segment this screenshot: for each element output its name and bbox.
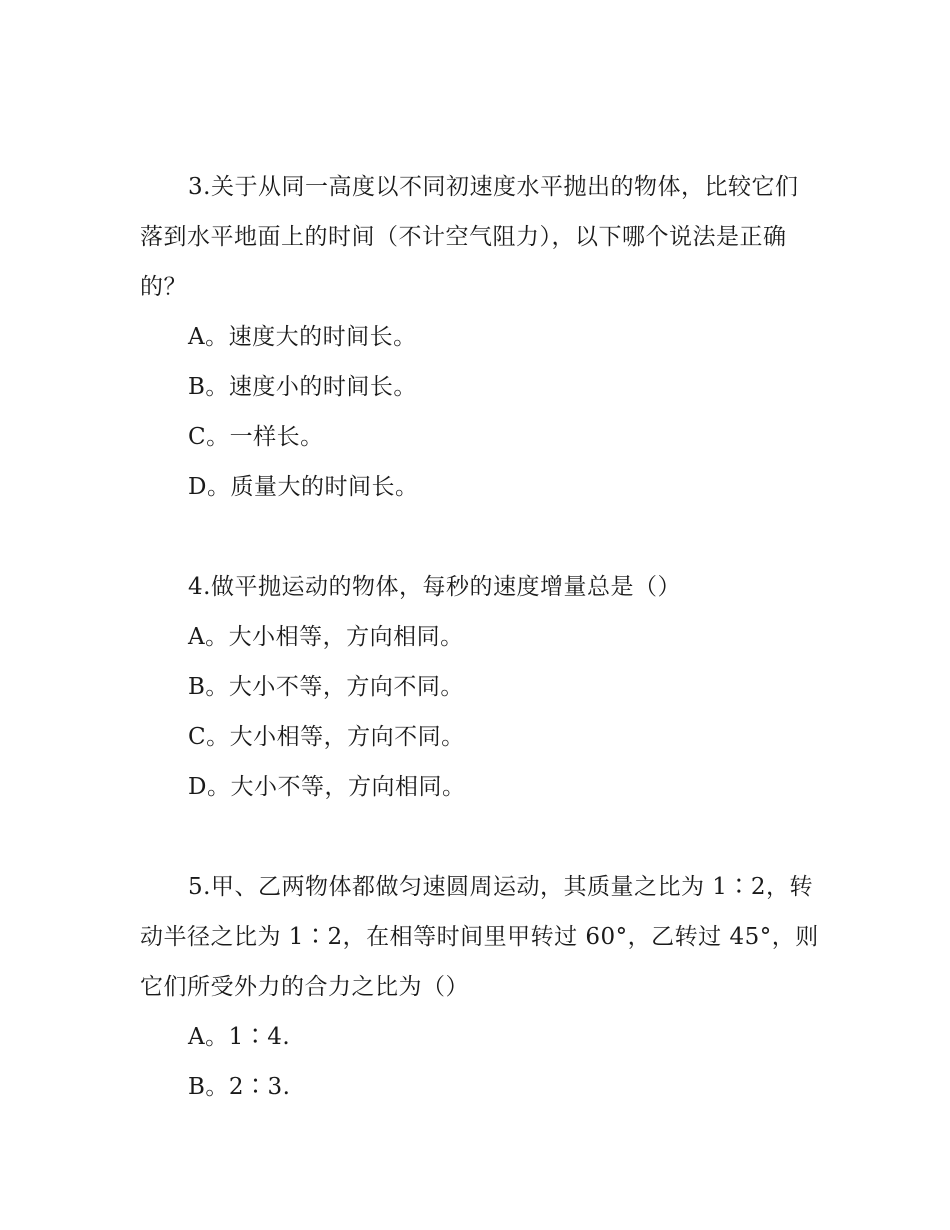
option-b: B。速度小的时间长。 (188, 374, 417, 400)
spacer (140, 812, 820, 862)
option-c: C。大小相等，方向不同。 (188, 724, 465, 750)
spacer (140, 512, 820, 562)
option-b: B。2∶3. (188, 1074, 291, 1100)
option-a: A。1∶4. (188, 1024, 291, 1050)
question-5 (140, 862, 820, 1112)
option-d: D。大小不等，方向相同。 (188, 774, 466, 800)
option-d: D。质量大的时间长。 (188, 474, 419, 500)
question-4 (140, 562, 820, 812)
question-list (140, 162, 820, 1112)
question-stem: 5.甲、乙两物体都做匀速圆周运动，其质量之比为 1∶2，转动半径之比为 1∶2，在相等时间里甲转过 60°，乙转过 45°，则它们所受外力的合力之比为（） (140, 874, 819, 1000)
option-c: C。一样长。 (188, 424, 324, 450)
option-a: A。速度大的时间长。 (188, 324, 417, 350)
question-3 (140, 162, 820, 512)
question-stem: 4.做平抛运动的物体，每秒的速度增量总是（） (188, 574, 681, 600)
option-a: A。大小相等，方向相同。 (188, 624, 464, 650)
option-b: B。大小不等，方向不同。 (188, 674, 464, 700)
question-stem: 3.关于从同一高度以不同初速度水平抛出的物体，比较它们落到水平地面上的时间（不计空气阻力），以下哪个说法是正确的？ (140, 174, 799, 300)
